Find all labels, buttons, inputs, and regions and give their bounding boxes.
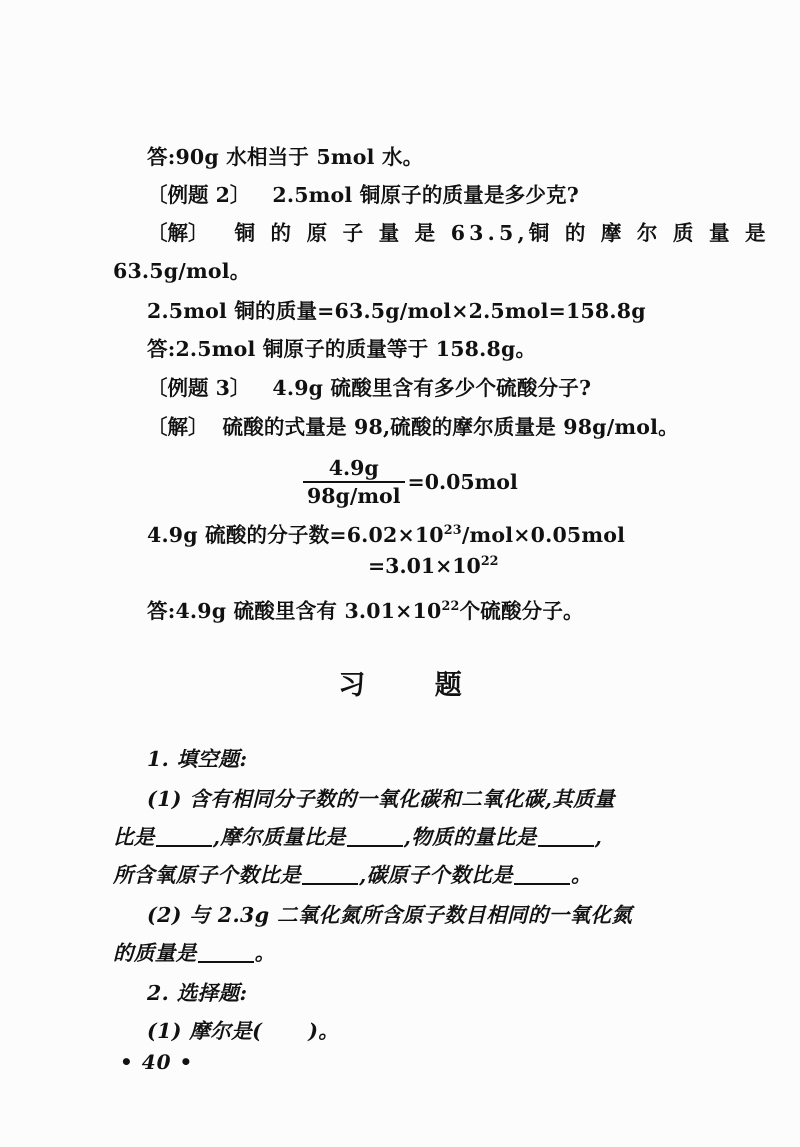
fraction-denominator: 98g/mol (307, 484, 401, 509)
exercise-1-q1-text-g: 。 (570, 863, 592, 887)
example-3-answer-tail: 个硫酸分子。 (459, 599, 584, 623)
fraction-wrapper (303, 456, 518, 508)
example-3-answer-head: 答:4.9g 硫酸里含有 3.01×10 (147, 599, 442, 623)
exercise-1-q1-text-e: 所含氧原子个数比是 (113, 863, 302, 887)
exercise-section-1-title: 1. 填空题: (147, 747, 248, 771)
exercise-2-q1-text-a: (1) 摩尔是( (147, 1019, 263, 1043)
exercise-1-q2-text-a: 的质量是 (113, 941, 197, 965)
example-2-question-line (113, 176, 687, 214)
exercises-heading: 习 题 (338, 670, 492, 701)
example-2-label: 〔例题 2〕 (147, 183, 251, 207)
example-3-line (113, 369, 687, 407)
example-3-question: 4.9g 硫酸里含有多少个硫酸分子? (272, 376, 592, 400)
exercise-1-q1-text-a: 比是 (113, 825, 155, 849)
molecule-count-head: 4.9g 硫酸的分子数=6.02×10 (147, 523, 444, 547)
exercise-2-q1-line (113, 1012, 693, 1050)
fill-blank-carbon-atom-ratio[interactable] (514, 883, 570, 885)
example-2-calculation: 2.5mol 铜的质量=63.5g/mol×2.5mol=158.8g (147, 299, 646, 323)
molecule-count-line (113, 516, 687, 554)
exercise-1-q1-line-2 (113, 818, 693, 856)
example-3-solution-line-1 (113, 408, 687, 446)
molecule-count-result-row (368, 554, 499, 578)
molecule-count-row (113, 516, 687, 554)
exercise-2-q1-text-b: )。 (308, 1019, 340, 1043)
example-3-answer-row (113, 592, 687, 630)
exercise-1-q1-text-c: ,物质的量比是 (403, 825, 537, 849)
example-2-calculation-line (113, 292, 687, 330)
example-2-question: 2.5mol 铜原子的质量是多少克? (272, 183, 579, 207)
exercise-1-q2-line-1: (2) 与 2.3g 二氧化氮所含原子数目相同的一氧化氮 (147, 903, 633, 927)
example-2-answer: 答:2.5mol 铜原子的质量等于 158.8g。 (147, 337, 537, 361)
fill-blank-molar-mass-ratio[interactable] (347, 845, 403, 847)
exercise-1-q1-text-d: , (594, 825, 603, 849)
answer-example-1-line (113, 138, 687, 176)
fill-blank-no-mass[interactable] (198, 961, 254, 963)
example-2-solution-text-2: 63.5g/mol。 (113, 259, 251, 283)
example-2-answer-line (113, 330, 687, 368)
fraction-expression (113, 456, 687, 508)
example-3-answer-exponent: 22 (441, 598, 460, 614)
example-3-label: 〔例题 3〕 (147, 376, 251, 400)
molecule-count-result-line (113, 554, 687, 578)
fill-blank-amount-ratio[interactable] (538, 845, 594, 847)
fill-blank-mass-ratio[interactable] (156, 845, 212, 847)
molecule-count-tail: /mol×0.05mol (461, 523, 626, 547)
exercise-1-q2-line-2 (113, 934, 693, 972)
example-2-solution-label: 〔解〕 (147, 221, 209, 245)
example-3-question-line (113, 369, 687, 407)
exercise-1-q1-text-f: ,碳原子个数比是 (359, 863, 513, 887)
molecule-count-exponent: 23 (443, 522, 462, 538)
example-2-solution-row (113, 214, 770, 252)
example-3-answer-line (113, 592, 687, 630)
example-3-solution-label: 〔解〕 (147, 415, 209, 439)
example-2-line (113, 176, 687, 214)
fraction-equals: =0.05mol (407, 470, 518, 495)
fraction-numerator: 4.9g (303, 456, 405, 483)
exercise-1-q2-text-b: 。 (254, 941, 276, 965)
example-2-solution-line-1 (113, 214, 770, 252)
page-number: • 40 • (120, 1050, 194, 1074)
fill-blank-oxygen-atom-ratio[interactable] (302, 883, 358, 885)
example-3-solution-text-1: 硫酸的式量是 98,硫酸的摩尔质量是 98g/mol。 (222, 415, 679, 439)
molecule-count-result: =3.01×10 (368, 554, 481, 578)
exercise-section-2-title: 2. 选择题: (147, 981, 248, 1005)
exercise-1-q1-line-1: (1) 含有相同分子数的一氧化碳和二氧化碳,其质量 (147, 787, 615, 811)
example-2-solution-text-1: 铜 的 原 子 量 是 63.5,铜 的 摩 尔 质 量 是 (234, 221, 770, 245)
example-2-solution-line-2 (113, 252, 687, 290)
example-3-solution-row (113, 408, 687, 446)
exercise-1-q1-text-b: ,摩尔质量比是 (212, 825, 346, 849)
exercise-1-q1-line-3 (113, 856, 693, 894)
fraction (303, 456, 405, 508)
answer-example-1-text: 答:90g 水相当于 5mol 水。 (147, 145, 424, 169)
molecule-count-result-exponent: 22 (480, 553, 499, 569)
